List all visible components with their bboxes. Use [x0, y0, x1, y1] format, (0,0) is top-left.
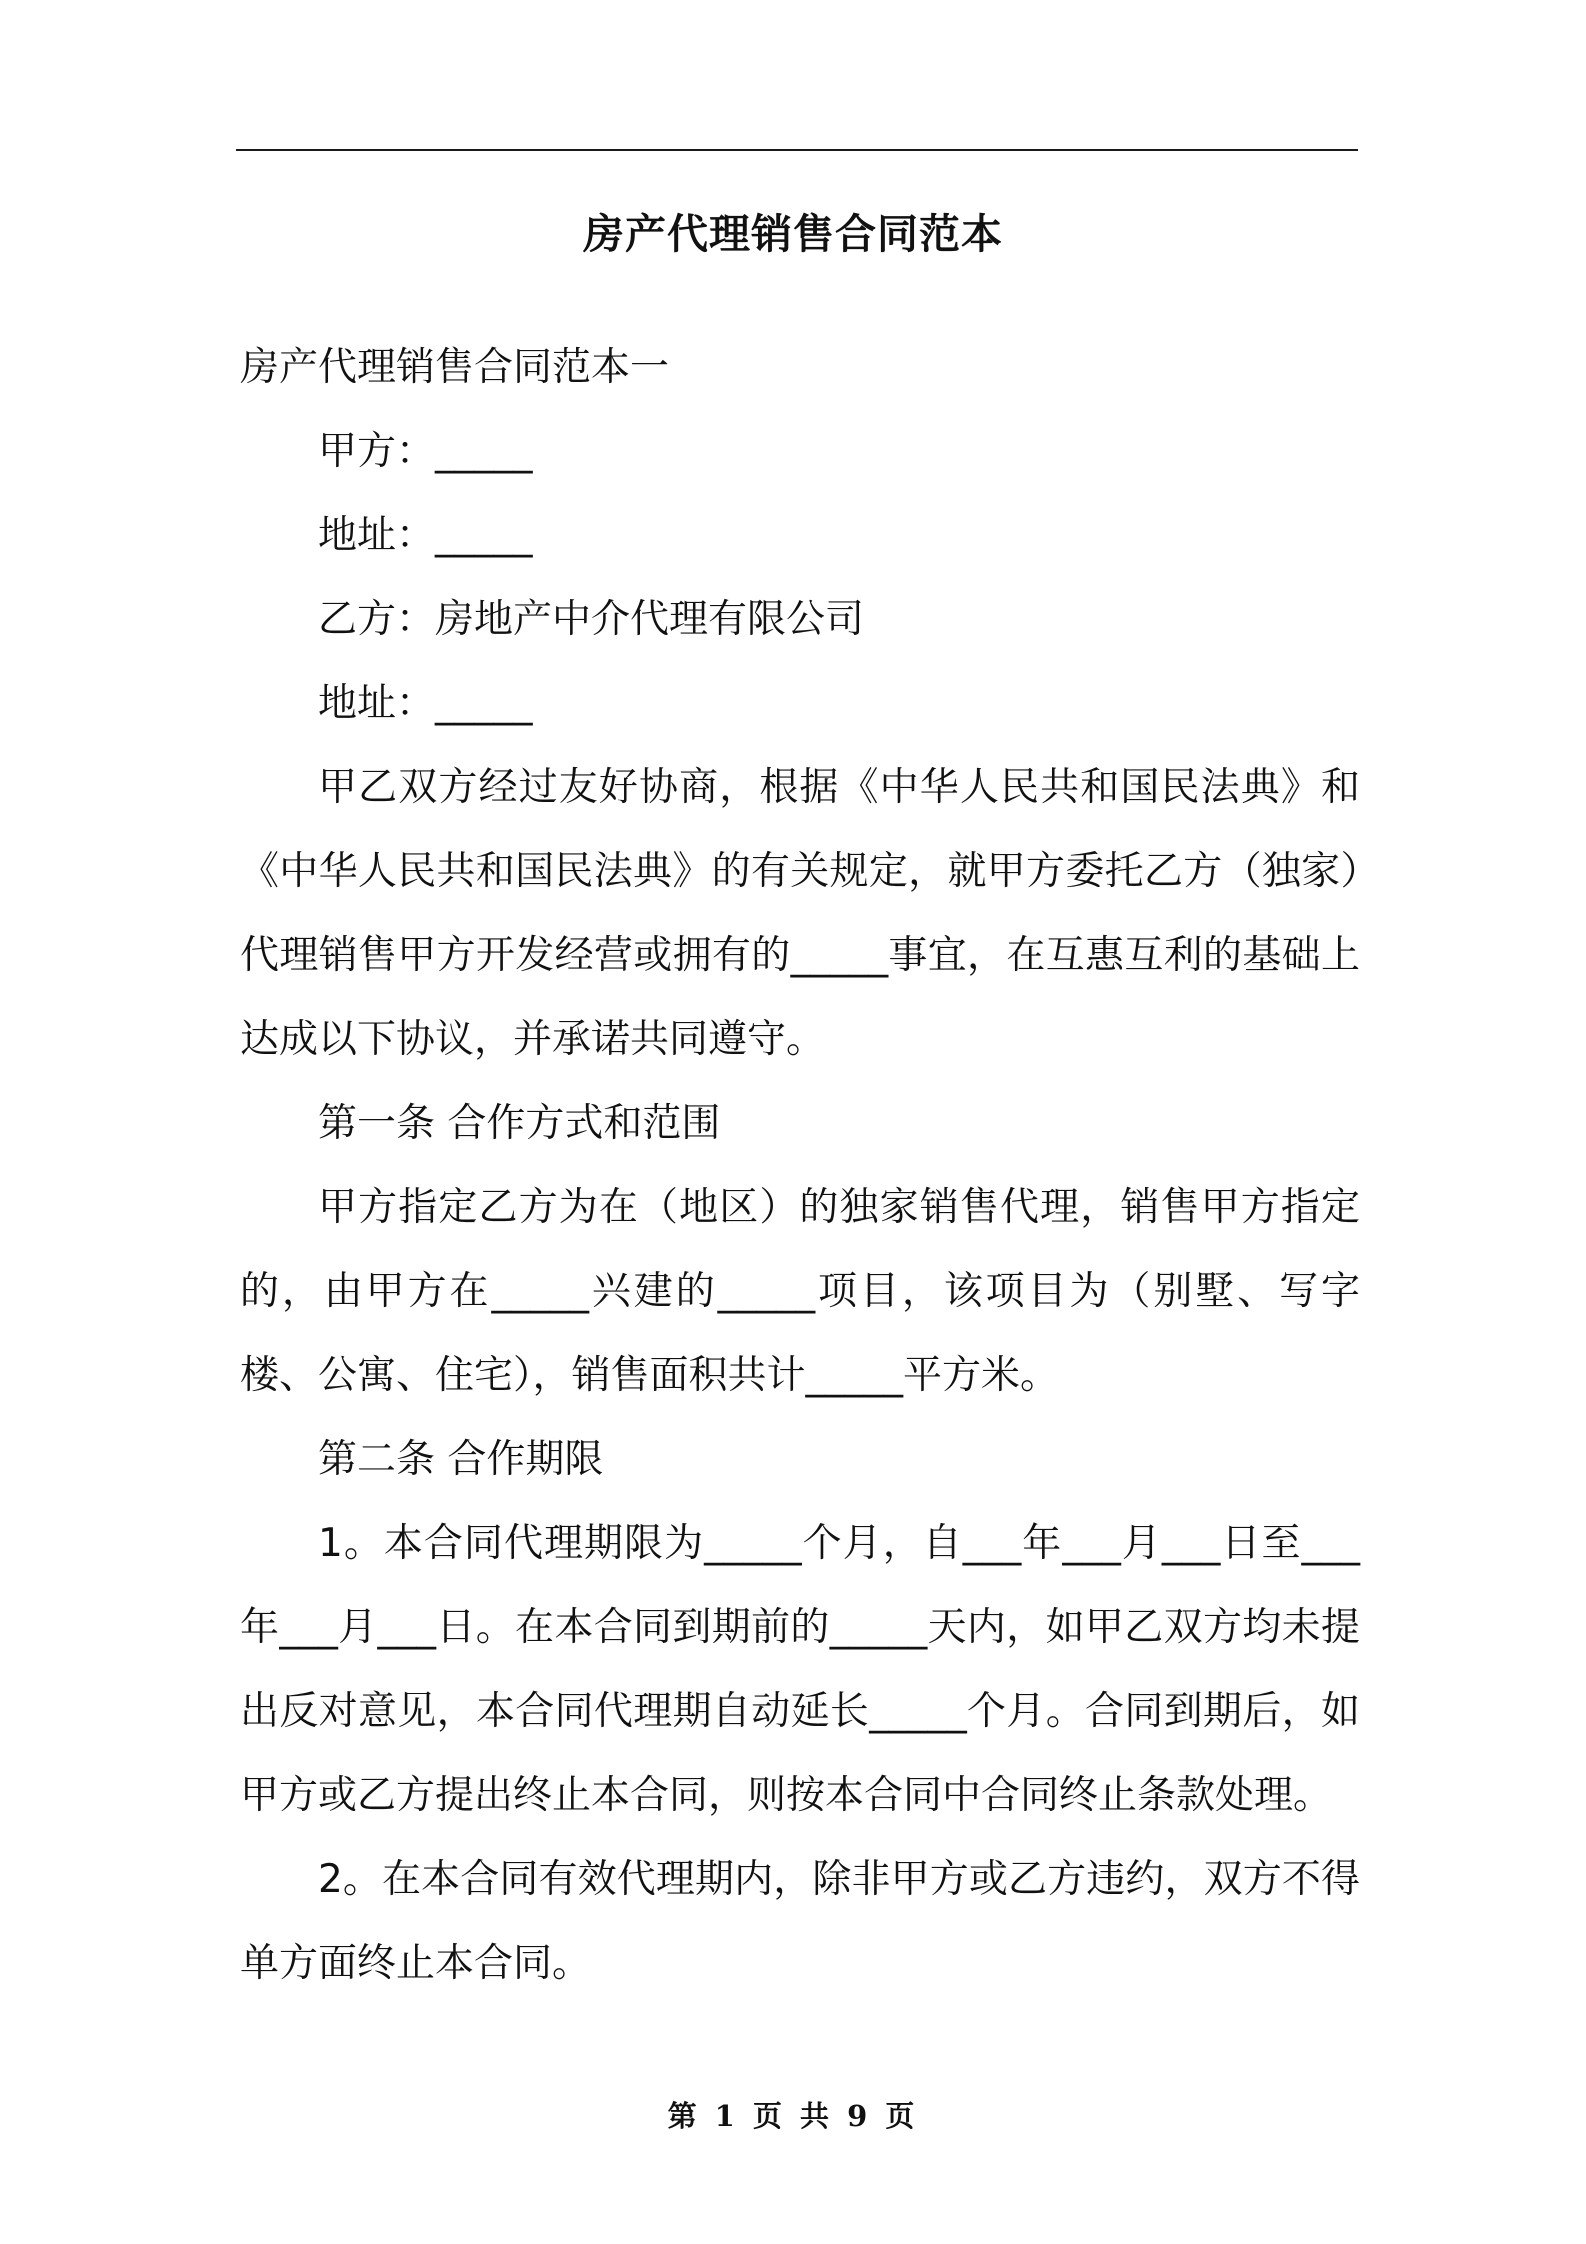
article-2-heading: 第二条 合作期限: [318, 1437, 604, 1482]
header-rule: [236, 149, 1358, 151]
party-b-line: 乙方：房地产中介代理有限公司: [318, 597, 865, 642]
preamble-paragraph: 甲乙双方经过友好协商，根据《中华人民共和国民法典》和《中华人民共和国民法典》的有关规定，就甲方委托乙方（独家）代理销售甲方开发经营或拥有的_____事宜，在互惠互利的基础上达成以下协议，并承诺共同遵守。: [240, 765, 1360, 1062]
article-2-item-1: 1。本合同代理期限为_____个月，自___年___月___日至___年___月___日。在本合同到期前的_____天内，如甲乙双方均未提出反对意见，本合同代理期自动延长_____个月。合同到期后，如甲方或乙方提出终止本合同，则按本合同中合同终止条款处理。: [240, 1521, 1360, 1818]
contract-subtitle: 房产代理销售合同范本一: [240, 345, 670, 390]
party-a-line: 甲方：_____: [318, 429, 533, 474]
party-b-address-line: 地址：_____: [318, 681, 533, 726]
document-title: 房产代理销售合同范本: [583, 210, 1003, 258]
article-1-heading: 第一条 合作方式和范围: [318, 1101, 721, 1146]
article-1-paragraph: 甲方指定乙方为在（地区）的独家销售代理，销售甲方指定的，由甲方在_____兴建的_____项目，该项目为（别墅、写字楼、公寓、住宅），销售面积共计_____平方米。: [240, 1185, 1360, 1398]
document-body: [240, 326, 1360, 2006]
party-a-address-line: 地址：_____: [318, 513, 533, 558]
article-2-item-2: 2。在本合同有效代理期内，除非甲方或乙方违约，双方不得单方面终止本合同。: [240, 1857, 1360, 1986]
page-number-footer: 第 1 页 共 9 页: [667, 2099, 919, 2133]
